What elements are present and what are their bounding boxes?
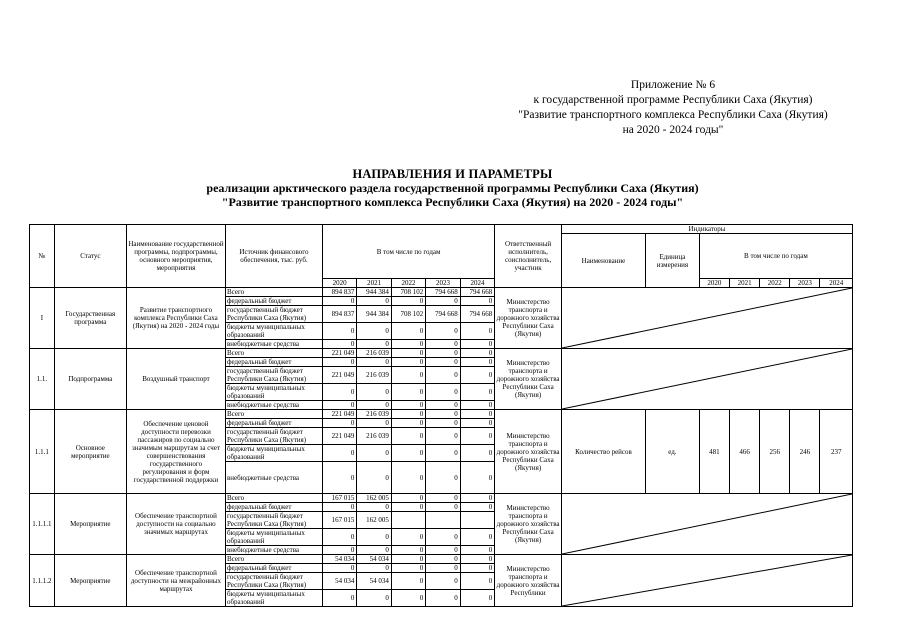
- funding-value: 0: [391, 503, 425, 512]
- header-year: 2020: [322, 279, 356, 288]
- funding-value: 0: [322, 503, 356, 512]
- funding-value: 944 384: [357, 288, 391, 297]
- funding-value: 0: [426, 358, 460, 367]
- funding-value: 0: [322, 419, 356, 428]
- funding-value: 54 034: [357, 573, 391, 590]
- diagonal-strike: [561, 555, 852, 607]
- funding-value: 0: [322, 323, 356, 340]
- row-executor: Министерство транспорта и дорожного хозяйства Республики Саха (Якутия): [495, 494, 562, 555]
- indicator-unit: ед.: [645, 410, 699, 494]
- funding-value: 794 668: [426, 288, 460, 297]
- funding-value: 0: [357, 358, 391, 367]
- funding-value: 221 049: [322, 349, 356, 358]
- funding-source: бюджеты муниципальных образований: [226, 529, 323, 546]
- funding-source: внебюджетные средства: [226, 462, 323, 494]
- header-indicators: Индикаторы: [561, 225, 852, 234]
- funding-value: 0: [322, 358, 356, 367]
- appendix-block: [493, 78, 853, 138]
- funding-value: 0: [357, 384, 391, 401]
- funding-value: 0: [391, 529, 425, 546]
- funding-value: 221 049: [322, 367, 356, 384]
- funding-value: 0: [391, 384, 425, 401]
- funding-value: 794 668: [460, 288, 494, 297]
- funding-value: 162 005: [357, 494, 391, 503]
- funding-value: 0: [357, 503, 391, 512]
- funding-value: 0: [460, 428, 494, 445]
- funding-value: 0: [322, 462, 356, 494]
- header-indicator-year: 2022: [760, 279, 790, 288]
- funding-value: 0: [391, 573, 425, 590]
- funding-source: федеральный бюджет: [226, 297, 323, 306]
- funding-value: 0: [460, 564, 494, 573]
- funding-value: 0: [322, 297, 356, 306]
- funding-source: бюджеты муниципальных образований: [226, 323, 323, 340]
- funding-value: 0: [322, 546, 356, 555]
- header-indicator-year: 2024: [820, 279, 853, 288]
- funding-value: 0: [460, 462, 494, 494]
- table-row: [30, 494, 853, 503]
- header-indicator-unit: Единица измерения: [645, 234, 699, 288]
- funding-value: 0: [391, 462, 425, 494]
- funding-value: 0: [426, 494, 460, 503]
- diagonal-strike: [561, 494, 852, 555]
- funding-value: [426, 512, 460, 529]
- funding-value: 794 668: [460, 306, 494, 323]
- funding-value: 0: [357, 419, 391, 428]
- funding-value: 0: [391, 419, 425, 428]
- funding-value: 0: [426, 297, 460, 306]
- funding-value: 0: [460, 384, 494, 401]
- appendix-line-4: на 2020 - 2024 годы": [622, 124, 724, 136]
- funding-source: государственный бюджет Республики Саха (Якутия): [226, 306, 323, 323]
- funding-value: 0: [357, 546, 391, 555]
- funding-value: 54 034: [322, 573, 356, 590]
- funding-value: 0: [460, 555, 494, 564]
- funding-value: 0: [460, 503, 494, 512]
- row-status: Мероприятие: [54, 494, 126, 555]
- funding-source: Всего: [226, 555, 323, 564]
- funding-value: 0: [426, 462, 460, 494]
- header-year: 2021: [357, 279, 391, 288]
- appendix-line-1: Приложение № 6: [630, 79, 716, 91]
- funding-value: 0: [426, 367, 460, 384]
- funding-value: 221 049: [322, 410, 356, 419]
- funding-source: внебюджетные средства: [226, 401, 323, 410]
- heading-line-3: "Развитие транспортного комплекса Республики Саха (Якутия) на 2020 - 2024 годы": [221, 195, 684, 209]
- funding-source: федеральный бюджет: [226, 564, 323, 573]
- funding-value: 0: [357, 564, 391, 573]
- funding-value: 0: [460, 445, 494, 462]
- funding-value: 0: [391, 297, 425, 306]
- funding-source: федеральный бюджет: [226, 419, 323, 428]
- funding-value: 0: [391, 410, 425, 419]
- row-executor: Министерство транспорта и дорожного хозяйства Республики Саха (Якутия): [495, 410, 562, 494]
- funding-value: 0: [460, 349, 494, 358]
- diagonal-strike: [561, 288, 852, 349]
- header-year: 2023: [426, 279, 460, 288]
- funding-source: Всего: [226, 349, 323, 358]
- funding-value: 0: [391, 546, 425, 555]
- funding-value: 944 384: [357, 306, 391, 323]
- appendix-line-2: к государственной программе Республики Саха (Якутия): [533, 94, 813, 106]
- funding-value: 794 668: [426, 306, 460, 323]
- row-num: I: [30, 288, 55, 349]
- funding-value: 0: [322, 590, 356, 607]
- funding-value: 221 049: [322, 428, 356, 445]
- header-executor: Ответственный исполнитель, соисполнитель, участник: [495, 225, 562, 288]
- funding-value: 216 039: [357, 428, 391, 445]
- header-indicator-year: 2021: [729, 279, 759, 288]
- funding-value: 0: [426, 401, 460, 410]
- funding-value: 0: [357, 462, 391, 494]
- funding-value: 0: [357, 445, 391, 462]
- funding-value: 0: [426, 564, 460, 573]
- funding-source: бюджеты муниципальных образований: [226, 590, 323, 607]
- funding-source: федеральный бюджет: [226, 358, 323, 367]
- funding-value: [391, 512, 425, 529]
- header-name: Наименование государственной программы, подпрограммы, основного мероприятия, мероприятия: [126, 225, 225, 288]
- header-year: 2022: [391, 279, 425, 288]
- funding-value: 0: [460, 410, 494, 419]
- funding-value: 216 039: [357, 367, 391, 384]
- header-indicator-by-years: В том числе по годам: [699, 234, 852, 279]
- funding-source: Всего: [226, 494, 323, 503]
- funding-value: 167 015: [322, 494, 356, 503]
- row-name: Развитие транспортного комплекса Республики Саха (Якутия) на 2020 - 2024 годы: [126, 288, 225, 349]
- indicator-value: 256: [760, 410, 790, 494]
- row-name: Обеспечение транспортной доступности на межрайонных маршрутах: [126, 555, 225, 607]
- funding-value: 0: [391, 555, 425, 564]
- funding-value: 0: [426, 428, 460, 445]
- funding-value: 0: [460, 529, 494, 546]
- funding-value: 0: [322, 384, 356, 401]
- funding-value: 0: [426, 529, 460, 546]
- funding-value: 54 034: [357, 555, 391, 564]
- funding-source: государственный бюджет Республики Саха (Якутия): [226, 367, 323, 384]
- funding-value: 0: [426, 340, 460, 349]
- funding-source: государственный бюджет Республики Саха (Якутия): [226, 428, 323, 445]
- funding-value: 0: [357, 590, 391, 607]
- table-row: [30, 288, 853, 297]
- funding-value: 0: [391, 445, 425, 462]
- funding-value: 54 034: [322, 555, 356, 564]
- funding-value: 0: [391, 494, 425, 503]
- funding-source: государственный бюджет Республики Саха (Якутия): [226, 512, 323, 529]
- funding-value: 0: [426, 384, 460, 401]
- funding-source: бюджеты муниципальных образований: [226, 445, 323, 462]
- funding-value: 0: [426, 445, 460, 462]
- funding-value: 0: [322, 564, 356, 573]
- funding-value: 0: [391, 428, 425, 445]
- funding-source: Всего: [226, 410, 323, 419]
- table-row: [30, 349, 853, 358]
- row-executor: Министерство транспорта и дорожного хозяйства Республики Саха (Якутия): [495, 349, 562, 410]
- funding-value: 0: [426, 573, 460, 590]
- header-num: №: [30, 225, 55, 288]
- funding-value: 216 039: [357, 410, 391, 419]
- funding-value: 0: [460, 367, 494, 384]
- funding-value: 0: [460, 297, 494, 306]
- funding-source: внебюджетные средства: [226, 340, 323, 349]
- funding-value: 0: [322, 445, 356, 462]
- funding-value: 0: [426, 546, 460, 555]
- funding-value: 216 039: [357, 349, 391, 358]
- funding-value: 0: [426, 410, 460, 419]
- row-status: Государственная программа: [54, 288, 126, 349]
- funding-value: 708 102: [391, 306, 425, 323]
- funding-value: 0: [426, 419, 460, 428]
- funding-value: 894 837: [322, 306, 356, 323]
- heading-line-2: реализации арктического раздела государственной программы Республики Саха (Якутия): [206, 181, 699, 195]
- funding-source: Всего: [226, 288, 323, 297]
- funding-source: внебюджетные средства: [226, 546, 323, 555]
- appendix-line-3: "Развитие транспортного комплекса Республики Саха (Якутия): [518, 109, 828, 121]
- funding-value: 0: [357, 340, 391, 349]
- funding-value: 0: [426, 349, 460, 358]
- indicator-value: 246: [790, 410, 820, 494]
- funding-source: государственный бюджет Республики Саха (Якутия): [226, 573, 323, 590]
- header-indicator-year: 2020: [699, 279, 729, 288]
- funding-value: [460, 512, 494, 529]
- funding-value: 167 015: [322, 512, 356, 529]
- funding-value: 0: [460, 419, 494, 428]
- row-name: Обеспечение ценовой доступности перевозки пассажиров по социально значимым маршрутам за счет совершенствования государственного регулирования и форм государственной поддержки: [126, 410, 225, 494]
- header-year: 2024: [460, 279, 494, 288]
- funding-value: 0: [391, 340, 425, 349]
- row-name: Воздушный транспорт: [126, 349, 225, 410]
- funding-value: 0: [322, 529, 356, 546]
- funding-value: 0: [426, 590, 460, 607]
- row-name: Обеспечение транспортной доступности на социально значимых маршрутах: [126, 494, 225, 555]
- header-by-years: В том числе по годам: [322, 225, 494, 279]
- funding-value: 708 102: [391, 288, 425, 297]
- funding-value: 0: [391, 590, 425, 607]
- funding-value: 0: [426, 555, 460, 564]
- heading-line-1: НАПРАВЛЕНИЯ И ПАРАМЕТРЫ: [352, 167, 553, 181]
- row-num: 1.1.: [30, 349, 55, 410]
- diagonal-strike: [561, 349, 852, 410]
- parameters-table: [29, 224, 853, 607]
- header-indicator-year: 2023: [790, 279, 820, 288]
- row-num: 1.1.1.1: [30, 494, 55, 555]
- header-sources: Источник финансового обеспечения, тыс. руб.: [226, 225, 323, 288]
- funding-value: 0: [460, 340, 494, 349]
- funding-source: бюджеты муниципальных образований: [226, 384, 323, 401]
- header-status: Статус: [54, 225, 126, 288]
- funding-value: 0: [322, 340, 356, 349]
- row-num: 1.1.1.2: [30, 555, 55, 607]
- indicator-name: Количество рейсов: [561, 410, 645, 494]
- funding-value: 0: [460, 358, 494, 367]
- funding-value: 0: [391, 564, 425, 573]
- funding-value: 0: [357, 401, 391, 410]
- funding-value: 0: [460, 494, 494, 503]
- funding-value: 162 005: [357, 512, 391, 529]
- table-row: [30, 410, 853, 419]
- funding-value: 0: [322, 401, 356, 410]
- row-status: Мероприятие: [54, 555, 126, 607]
- indicator-value: 481: [699, 410, 729, 494]
- funding-value: 894 837: [322, 288, 356, 297]
- funding-value: 0: [357, 323, 391, 340]
- funding-value: 0: [460, 590, 494, 607]
- funding-source: федеральный бюджет: [226, 503, 323, 512]
- row-status: Подпрограмма: [54, 349, 126, 410]
- funding-value: 0: [426, 503, 460, 512]
- indicator-value: 466: [729, 410, 759, 494]
- funding-value: 0: [391, 349, 425, 358]
- funding-value: 0: [391, 358, 425, 367]
- header-indicator-name: Наименование: [561, 234, 645, 288]
- document-heading: [0, 167, 905, 209]
- funding-value: 0: [357, 529, 391, 546]
- funding-value: 0: [460, 323, 494, 340]
- funding-value: 0: [460, 573, 494, 590]
- funding-value: 0: [460, 401, 494, 410]
- funding-value: 0: [460, 546, 494, 555]
- funding-value: 0: [391, 401, 425, 410]
- indicator-value: 237: [820, 410, 853, 494]
- row-num: 1.1.1: [30, 410, 55, 494]
- row-executor: Министерство транспорта и дорожного хозяйства Республики: [495, 555, 562, 607]
- row-executor: Министерство транспорта и дорожного хозяйства Республики Саха (Якутия): [495, 288, 562, 349]
- table-row: [30, 555, 853, 564]
- funding-value: 0: [391, 367, 425, 384]
- funding-value: 0: [426, 323, 460, 340]
- funding-value: 0: [391, 323, 425, 340]
- funding-value: 0: [357, 297, 391, 306]
- row-status: Основное мероприятие: [54, 410, 126, 494]
